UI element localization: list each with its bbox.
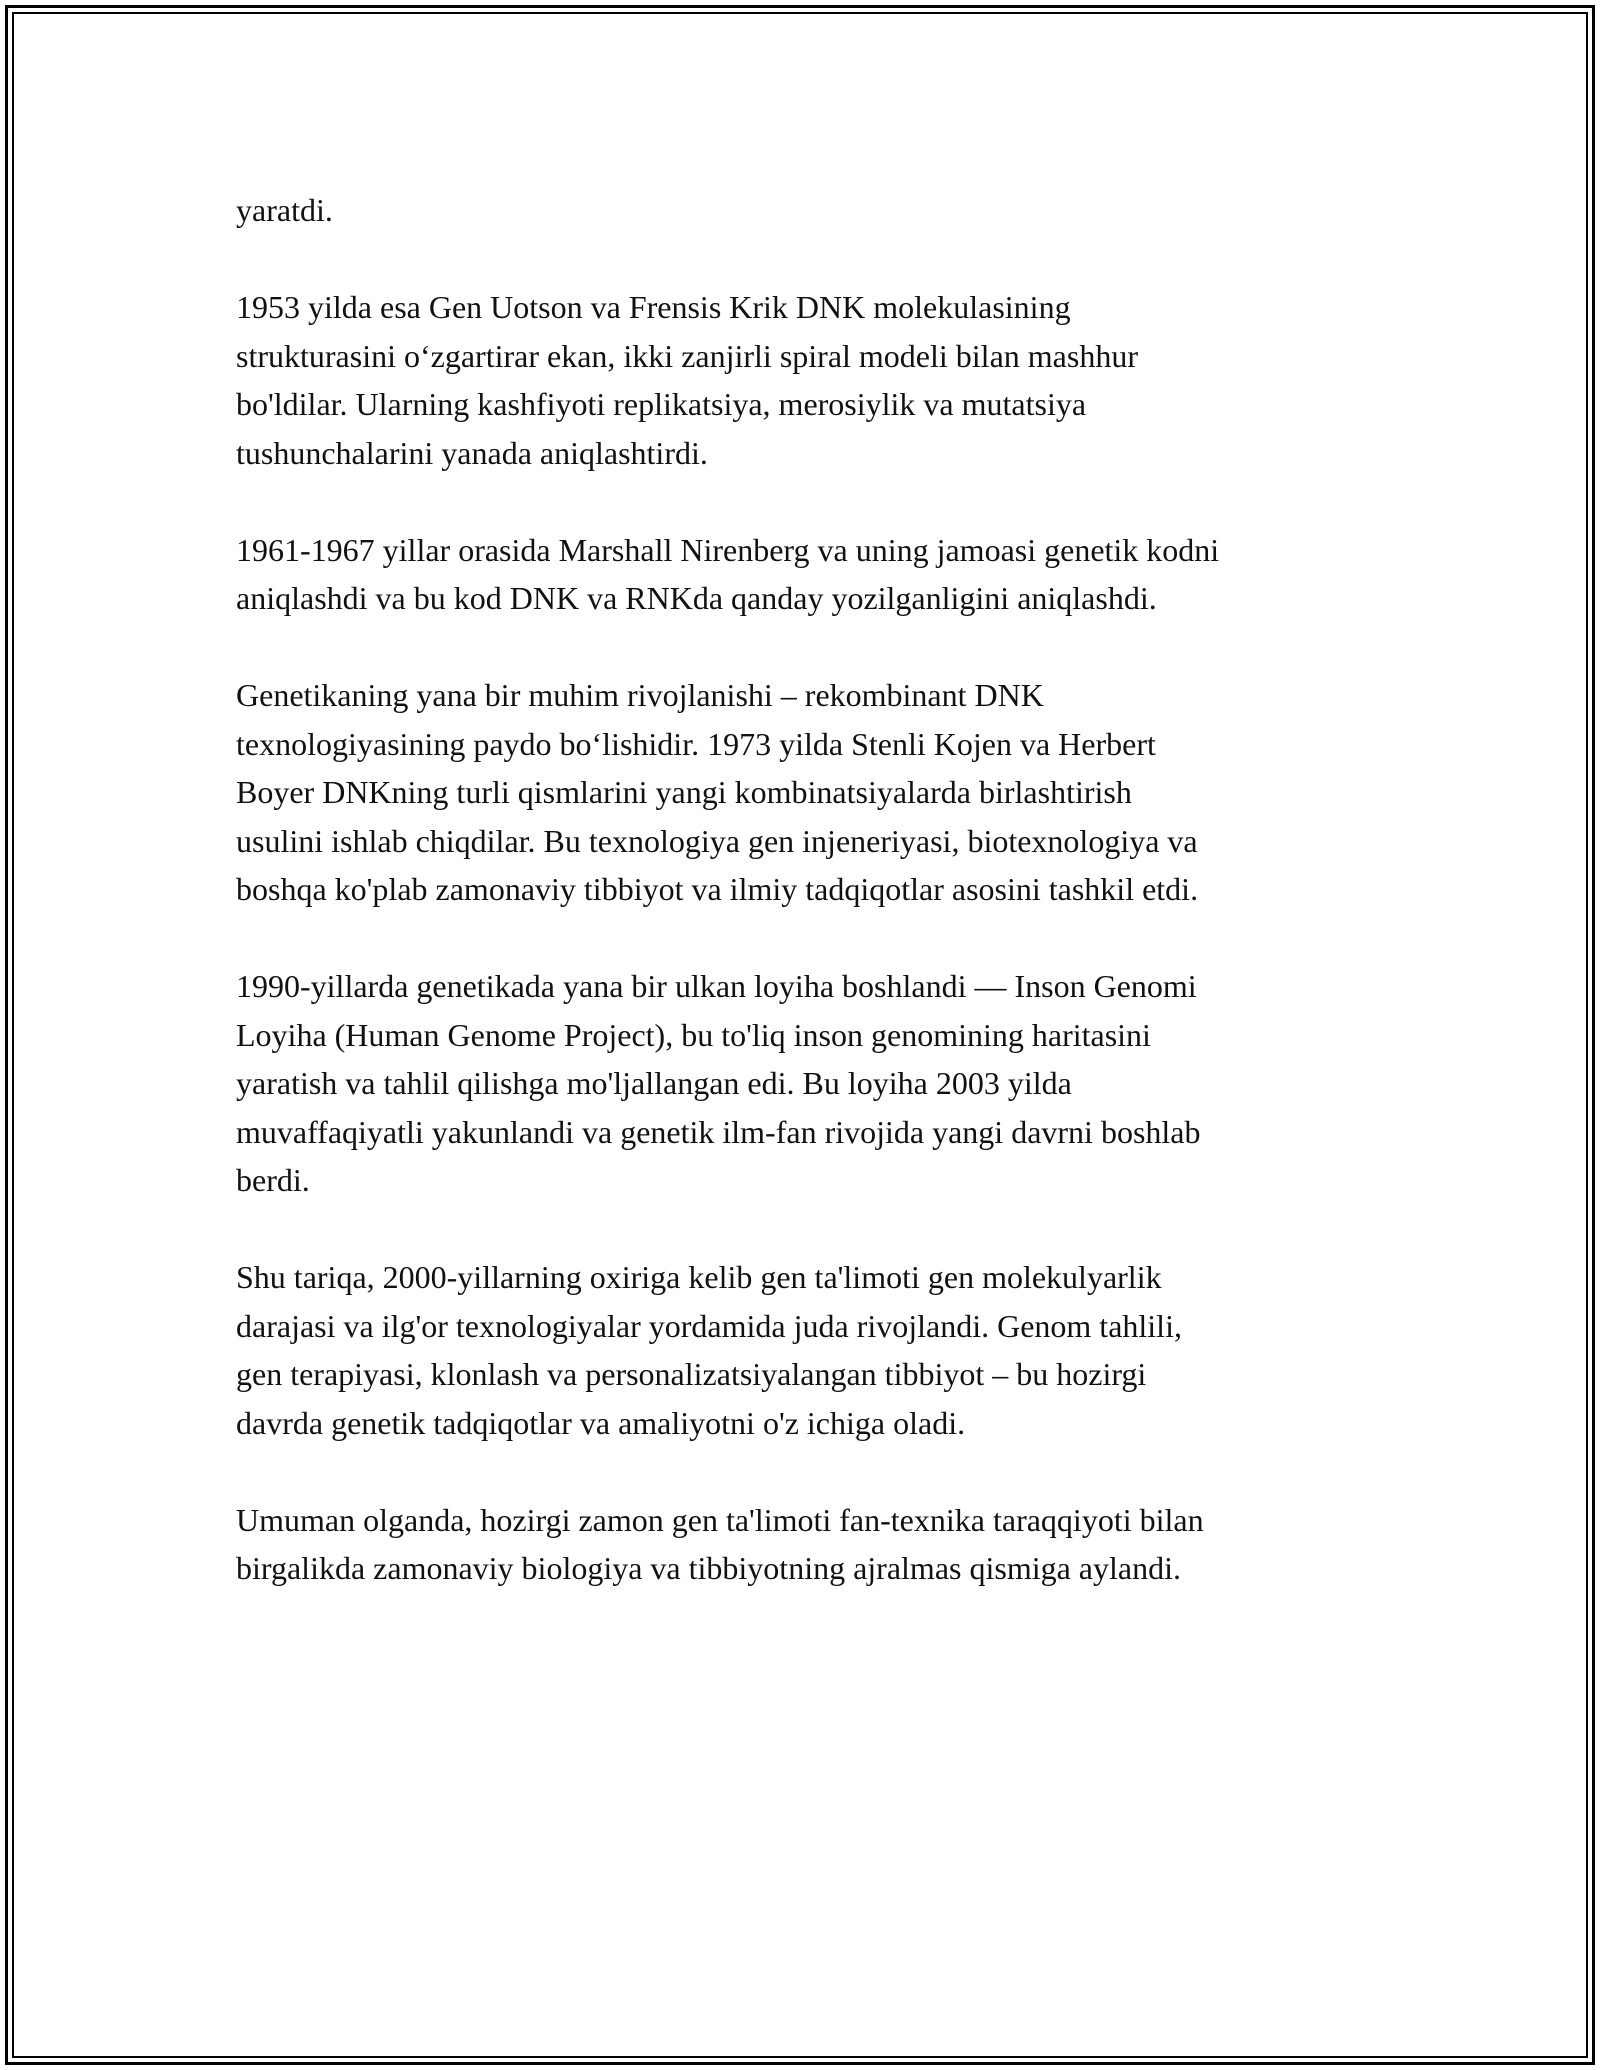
text-line: darajasi va ilg'or texnologiyalar yordamida juda rivojlandi. Genom tahlili,: [236, 1307, 1182, 1344]
text-line: Genetikaning yana bir muhim rivojlanishi – rekombinant DNK: [236, 677, 1044, 713]
text-line: aniqlashdi va bu kod DNK va RNKda qanday yozilganligini aniqlashdi.: [236, 580, 1157, 616]
paragraph: [236, 962, 1396, 1205]
text-line: tushunchalarini yanada aniqlashtirdi.: [236, 434, 708, 471]
text-line: usulini ishlab chiqdilar. Bu texnologiya gen injeneriyasi, biotexnologiya va: [236, 822, 1198, 859]
text-line: berdi.: [236, 1162, 310, 1198]
text-line: gen terapiyasi, klonlash va personalizatsiyalangan tibbiyot – bu hozirgi: [236, 1356, 1147, 1392]
paragraph: [236, 526, 1396, 623]
text-line: yaratdi.: [236, 192, 333, 228]
text-line: Loyiha (Human Genome Project), bu to'liq inson genomining haritasini: [236, 1016, 1151, 1053]
text-line: 1953 yilda esa Gen Uotson va Frensis Krik DNK molekulasining: [236, 289, 1071, 325]
text-line: Boyer DNKning turli qismlarini yangi kombinatsiyalarda birlashtirish: [236, 774, 1132, 810]
paragraph: [236, 671, 1396, 914]
text-line: muvaffaqiyatli yakunlandi va genetik ilm-fan rivojida yangi davrni boshlab: [236, 1113, 1201, 1150]
text-line: bo'ldilar. Ularning kashfiyoti replikatsiya, merosiylik va mutatsiya: [236, 386, 1087, 422]
text-line: Shu tariqa, 2000-yillarning oxiriga kelib gen ta'limoti gen molekulyarlik: [236, 1259, 1162, 1295]
paragraph: [236, 1496, 1396, 1593]
text-line: texnologiyasining paydo bo‘lishidir. 1973 yilda Stenli Kojen va Herbert: [236, 725, 1156, 762]
text-line: boshqa ko'plab zamonaviy tibbiyot va ilmiy tadqiqotlar asosini tashkil etdi.: [236, 871, 1199, 907]
text-line: strukturasini o‘zgartirar ekan, ikki zanjirli spiral modeli bilan mashhur: [236, 337, 1138, 374]
text-line: birgalikda zamonaviy biologiya va tibbiyotning ajralmas qismiga aylandi.: [236, 1550, 1181, 1586]
text-line: Umuman olganda, hozirgi zamon gen ta'limoti fan-texnika taraqqiyoti bilan: [236, 1501, 1204, 1538]
text-line: 1990-yillarda genetikada yana bir ulkan loyiha boshlandi — Inson Genomi: [236, 968, 1197, 1004]
paragraph: [236, 186, 1396, 235]
text-line: 1961-1967 yillar orasida Marshall Nirenberg va uning jamoasi genetik kodni: [236, 531, 1220, 568]
paragraph: [236, 1253, 1396, 1447]
text-line: davrda genetik tadqiqotlar va amaliyotni o'z ichiga oladi.: [236, 1404, 966, 1441]
document-body: [236, 186, 1396, 1593]
text-line: yaratish va tahlil qilishga mo'ljallangan edi. Bu loyiha 2003 yilda: [236, 1065, 1072, 1101]
paragraph: [236, 283, 1396, 477]
